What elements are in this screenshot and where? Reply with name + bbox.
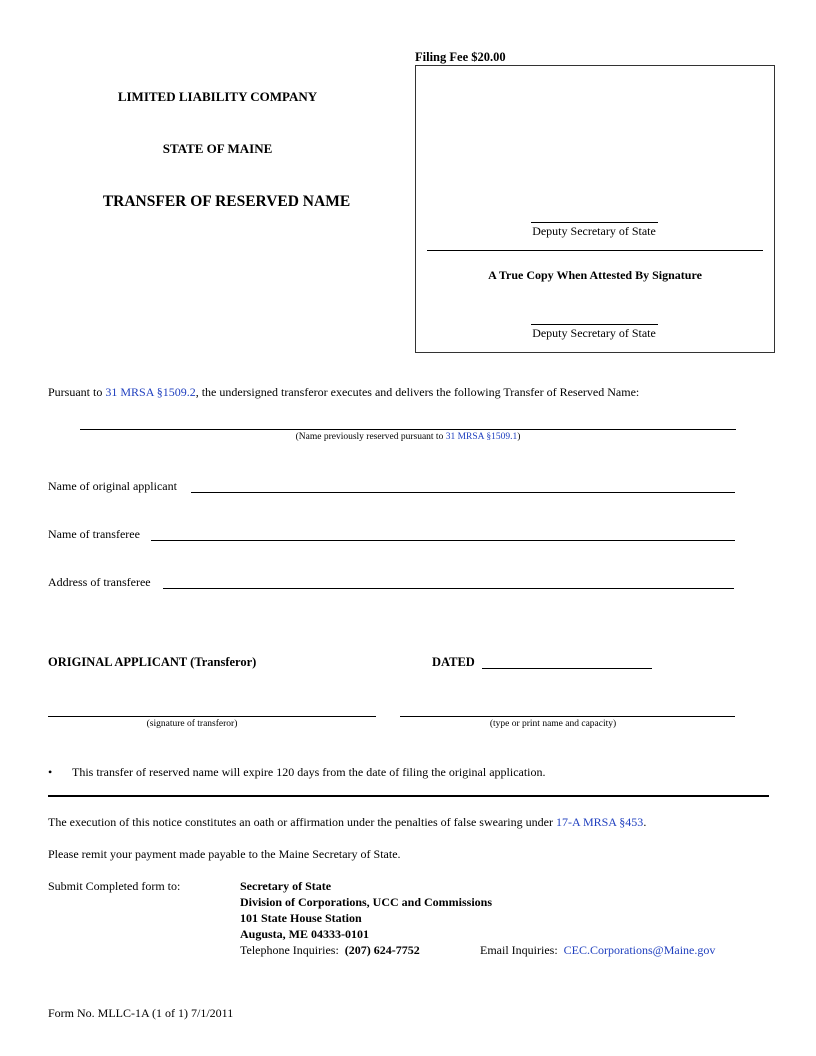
signature-field[interactable]: [48, 716, 376, 717]
oath-suffix: .: [643, 815, 647, 829]
signature-caption: (signature of transferor): [146, 719, 238, 729]
transferee-field[interactable]: [151, 540, 735, 541]
submit-label: Submit Completed form to:: [48, 879, 181, 893]
statute-link-17a-453[interactable]: 17-A MRSA §453: [555, 815, 644, 829]
oath-paragraph: [48, 815, 646, 830]
intro-suffix: , the undersigned transferor executes and delivers the following Transfer of Reserved Name:: [195, 385, 640, 399]
section-divider: [48, 795, 769, 797]
print-name-field[interactable]: [400, 716, 735, 717]
filing-stamp-box: [415, 65, 775, 353]
intro-prefix: Pursuant to: [48, 385, 106, 399]
original-applicant-label: Name of original applicant: [48, 479, 177, 493]
remit-paragraph: Please remit your payment made payable to the Maine Secretary of State.: [48, 847, 401, 861]
phone-number: (207) 624-7752: [344, 943, 420, 957]
address-line-3: 101 State House Station: [240, 911, 362, 925]
deputy-signature-line-1: [531, 222, 658, 223]
deputy-signature-line-2: [531, 324, 658, 325]
email-label: Email Inquiries:: [480, 943, 558, 957]
original-applicant-field[interactable]: [191, 492, 735, 493]
deputy-label-2: Deputy Secretary of State: [532, 326, 656, 340]
email-row: [480, 943, 715, 958]
header-llc: LIMITED LIABILITY COMPANY: [117, 89, 318, 104]
deputy-label-1: Deputy Secretary of State: [532, 224, 656, 238]
stamp-divider: [427, 250, 763, 251]
email-link[interactable]: CEC.Corporations@Maine.gov: [563, 943, 716, 957]
print-name-caption: (type or print name and capacity): [489, 719, 617, 729]
form-number-footer: Form No. MLLC-1A (1 of 1) 7/1/2011: [48, 1006, 234, 1020]
statute-link-1509-1[interactable]: 31 MRSA §1509.1: [445, 432, 518, 442]
oath-prefix: The execution of this notice constitutes an oath or affirmation under the penalties of false swearing under: [48, 815, 556, 829]
true-copy-label: A True Copy When Attested By Signature: [488, 268, 702, 282]
address-line-4: Augusta, ME 04333-0101: [240, 927, 370, 941]
bullet-icon: •: [48, 765, 53, 779]
phone-label: Telephone Inquiries:: [240, 943, 339, 957]
original-applicant-heading: ORIGINAL APPLICANT (Transferor): [48, 655, 257, 669]
address-field[interactable]: [163, 588, 734, 589]
statute-link-1509-2[interactable]: 31 MRSA §1509.2: [105, 385, 196, 399]
header-state: STATE OF MAINE: [162, 141, 273, 156]
dated-label: DATED: [432, 655, 475, 669]
dated-field[interactable]: [482, 668, 652, 669]
caption-prefix: (Name previously reserved pursuant to: [295, 432, 446, 442]
reserved-name-input-line[interactable]: [80, 429, 736, 430]
reserved-name-caption: [80, 432, 736, 442]
intro-paragraph: [48, 385, 639, 400]
address-label: Address of transferee: [48, 575, 151, 589]
caption-suffix: ): [517, 432, 521, 442]
address-line-1: Secretary of State: [240, 879, 332, 893]
filing-fee: Filing Fee $20.00: [415, 50, 506, 64]
page-title: TRANSFER OF RESERVED NAME: [102, 193, 351, 210]
address-line-2: Division of Corporations, UCC and Commissions: [240, 895, 493, 909]
expiry-note: This transfer of reserved name will expire 120 days from the date of filing the original application.: [72, 765, 546, 779]
phone-row: [240, 943, 420, 958]
transferee-label: Name of transferee: [48, 527, 140, 541]
